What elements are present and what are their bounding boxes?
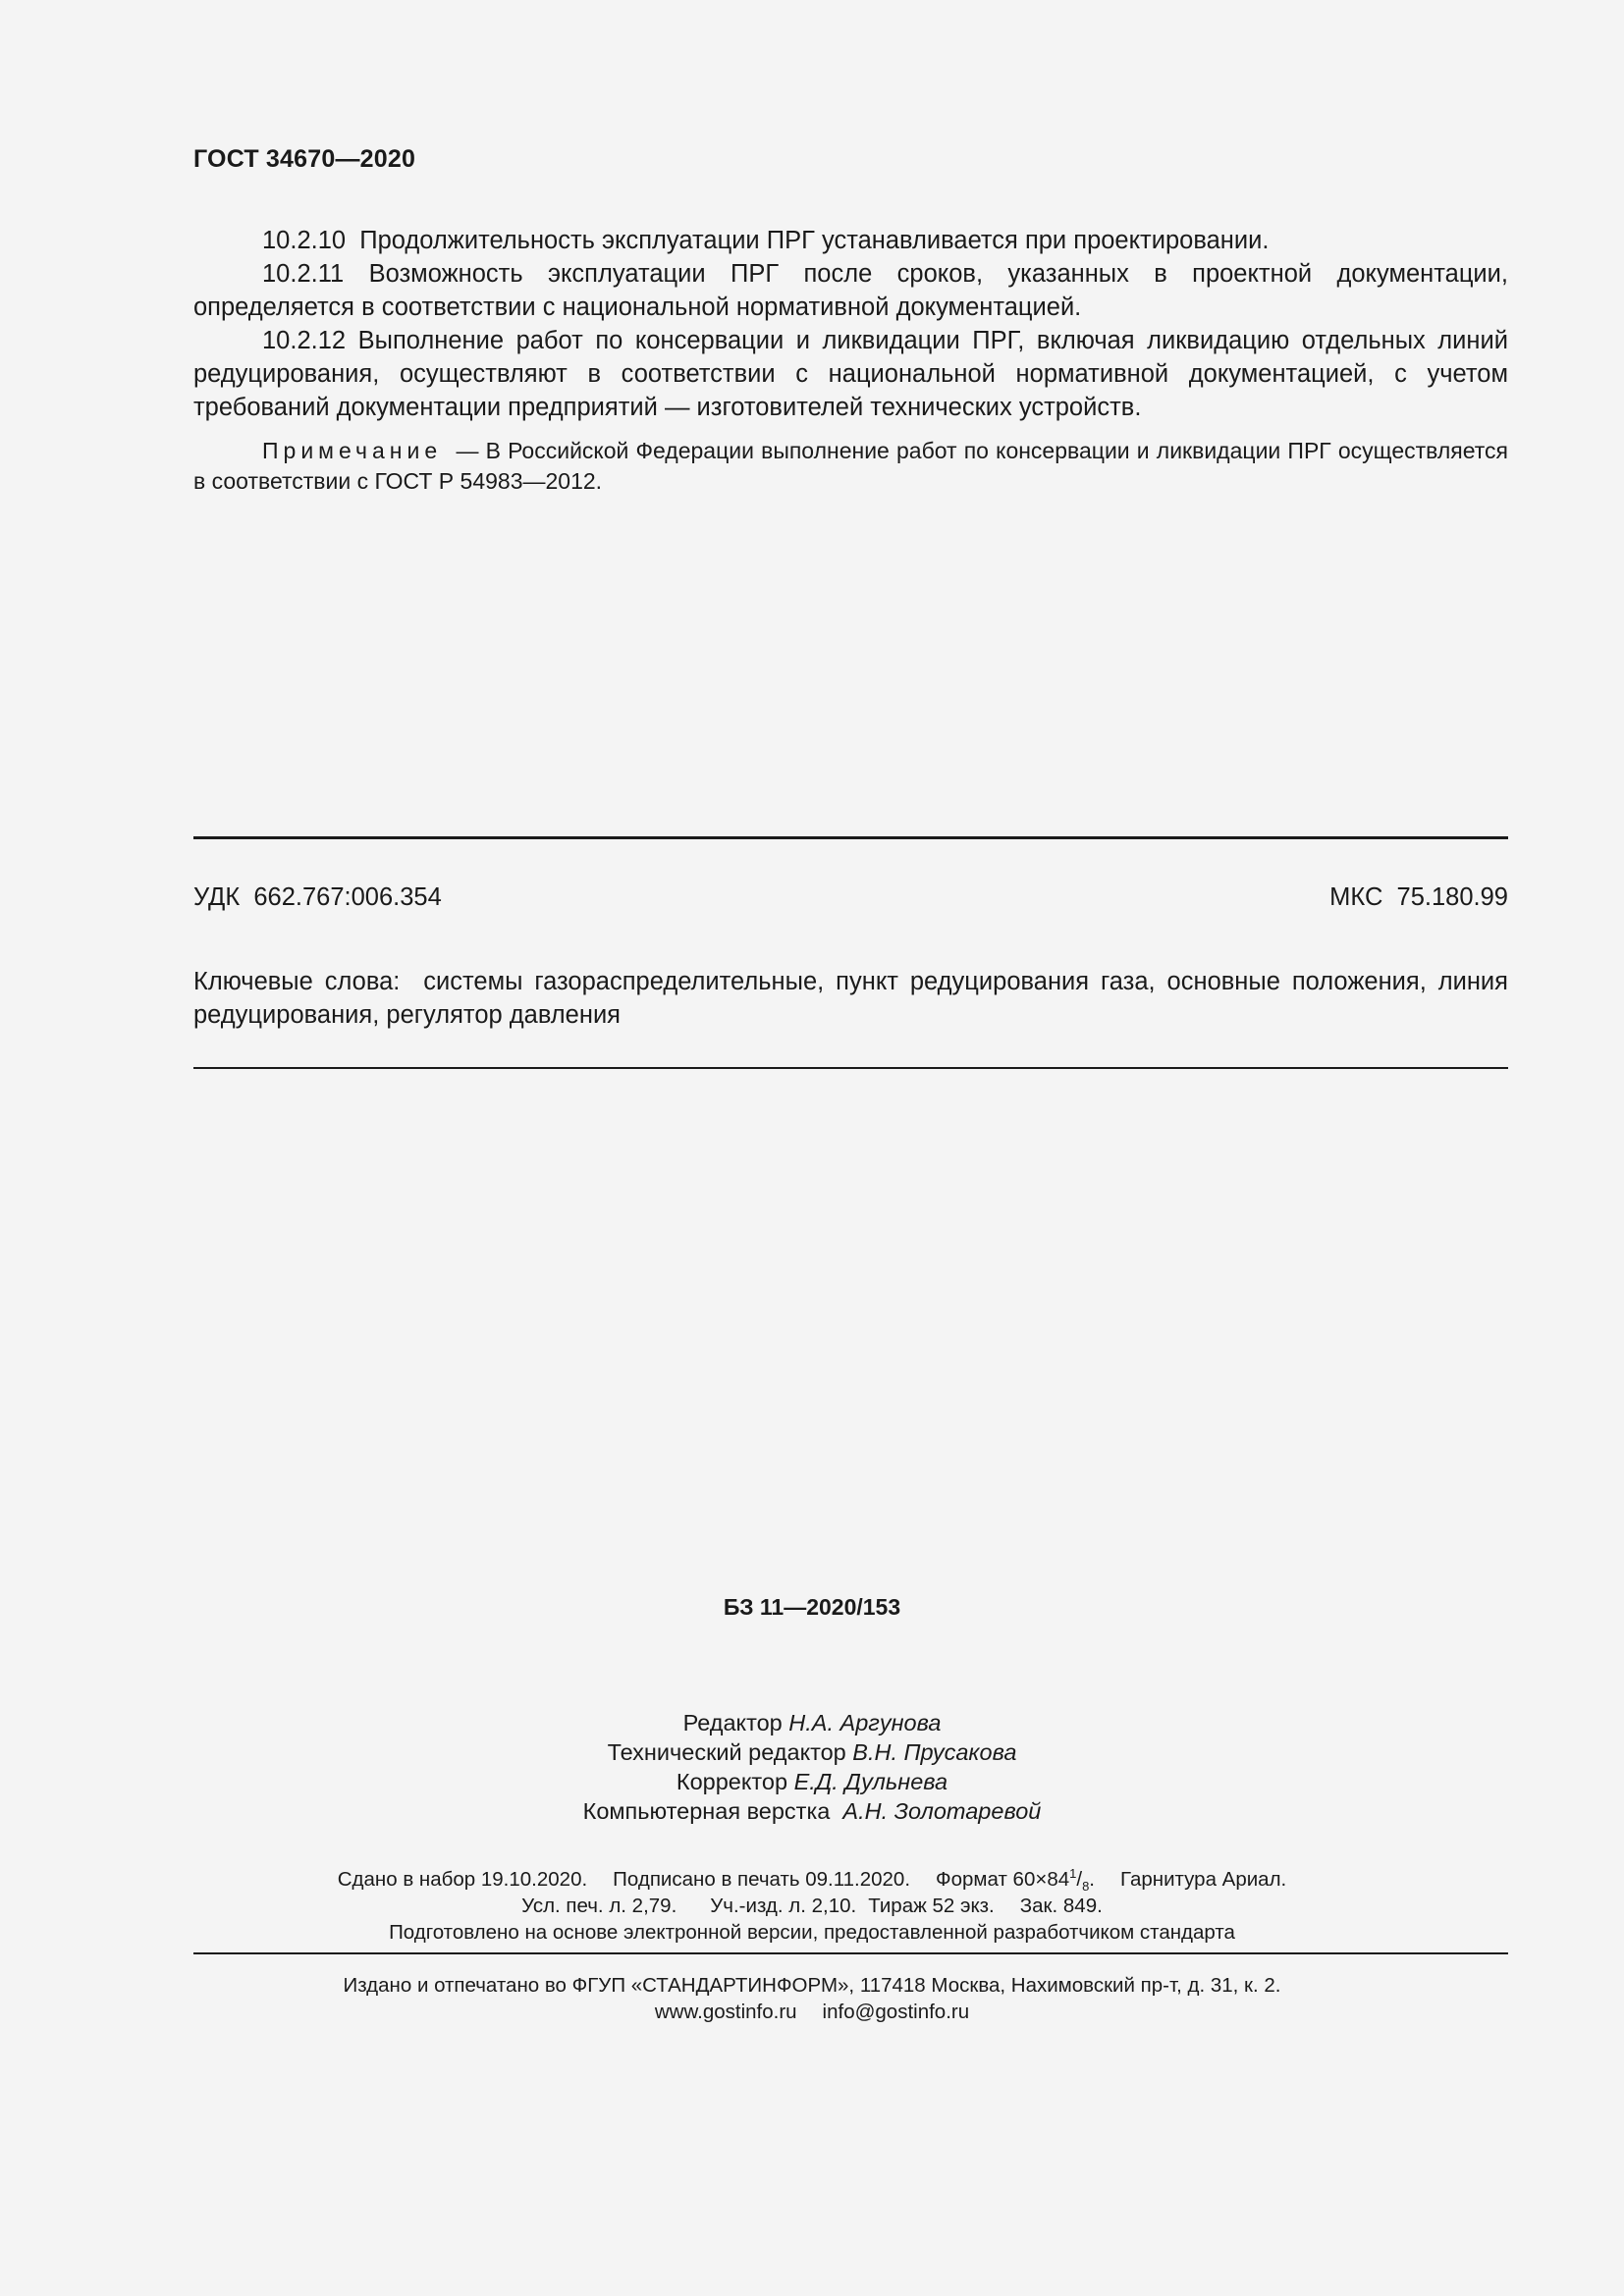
note bbox=[193, 436, 1508, 497]
bz-number: БЗ 11—2020/153 bbox=[723, 1594, 901, 1620]
clause-10-2-11 bbox=[193, 257, 1508, 324]
credit-name: Н.А. Аргунова bbox=[788, 1710, 942, 1735]
format: Формат $60\times 84^1/_8$. bbox=[936, 1866, 1095, 1895]
credit-role: Технический редактор bbox=[607, 1739, 846, 1765]
document-header: ГОСТ 34670—2020 bbox=[193, 145, 416, 173]
format-sup: 1 bbox=[1069, 1866, 1077, 1882]
imprint-divider bbox=[193, 1952, 1508, 1954]
udk-label: УДК bbox=[193, 883, 241, 911]
top-divider bbox=[193, 836, 1508, 839]
note-label: Примечание bbox=[262, 438, 443, 463]
clause-number: 10.2.12 bbox=[262, 327, 347, 354]
mks-label: МКС bbox=[1329, 883, 1383, 911]
clause-text: Продолжительность эксплуатации ПРГ устанавливается при проектировании. bbox=[359, 227, 1270, 254]
imprint-line-3: Подготовлено на основе электронной версии, предоставленной разработчиком стандарта bbox=[389, 1921, 1235, 1944]
note-text: — В Российской Федерации выполнение работ по консервации и ликвидации ПРГ осуществляется в соответствии с ГОСТ Р 54983—2012. bbox=[193, 438, 1508, 494]
credit-name: А.Н. Золотаревой bbox=[842, 1798, 1042, 1824]
bottom-divider bbox=[193, 1067, 1508, 1069]
credits bbox=[0, 1708, 1624, 1826]
credit-role: Корректор bbox=[676, 1769, 788, 1794]
pub-sheets: Уч.-изд. л. 2,10. bbox=[710, 1895, 857, 1917]
imprint bbox=[0, 1866, 1624, 1946]
credit-name: Е.Д. Дульнева bbox=[793, 1769, 948, 1794]
keywords bbox=[193, 965, 1508, 1032]
credit-role: Компьютерная верстка bbox=[582, 1798, 831, 1824]
print-sheets: Усл. печ. л. 2,79. bbox=[521, 1895, 677, 1917]
credit-layout bbox=[0, 1796, 1624, 1826]
clause-10-2-10 bbox=[193, 224, 1508, 257]
publisher bbox=[0, 1972, 1624, 2025]
clause-text: Возможность эксплуатации ПРГ после сроков, указанных в проектной документации, определяется в соответствии с национальной нормативной документацией. bbox=[193, 260, 1508, 321]
clause-number: 10.2.10 bbox=[262, 227, 347, 254]
typeface: Гарнитура Ариал. bbox=[1120, 1868, 1287, 1891]
credit-tech-editor bbox=[0, 1737, 1624, 1767]
clause-text: Выполнение работ по консервации и ликвидации ПРГ, включая ликвидацию отдельных линий редуцирования, осуществляют в соответствии с национальной нормативной документацией, с учетом требований документации предприятий — изготовителей технических устройств. bbox=[193, 327, 1508, 421]
udk-value: 662.767:006.354 bbox=[253, 883, 442, 911]
credit-name: В.Н. Прусакова bbox=[852, 1739, 1017, 1765]
format-prefix: Формат 60×84 bbox=[936, 1868, 1070, 1891]
clause-10-2-12 bbox=[193, 324, 1508, 424]
keywords-label: Ключевые слова: bbox=[193, 968, 401, 995]
website-link[interactable]: www.gostinfo.ru bbox=[654, 2001, 797, 2023]
format-sub: 8 bbox=[1082, 1879, 1090, 1895]
imprint-line-2 bbox=[0, 1893, 1624, 1919]
clauses-section bbox=[193, 224, 1508, 424]
imprint-line-1 bbox=[0, 1866, 1624, 1893]
mks-value: 75.180.99 bbox=[1396, 883, 1508, 911]
publisher-contacts bbox=[0, 1999, 1624, 2025]
submitted-date: Сдано в набор 19.10.2020. bbox=[337, 1868, 588, 1891]
signed-date: Подписано в печать 09.11.2020. bbox=[613, 1868, 911, 1891]
format-suffix: . bbox=[1089, 1868, 1095, 1891]
mks-code bbox=[1329, 883, 1508, 912]
circulation: Тираж 52 экз. bbox=[868, 1895, 995, 1917]
order-number: Зак. 849. bbox=[1019, 1895, 1103, 1917]
keywords-text: системы газораспределительные, пункт редуцирования газа, основные положения, линия редуцирования, регулятор давления bbox=[193, 968, 1508, 1029]
credit-editor bbox=[0, 1708, 1624, 1737]
publisher-address: Издано и отпечатано во ФГУП «СТАНДАРТИНФОРМ», 117418 Москва, Нахимовский пр-т, д. 31, к. 2. bbox=[343, 1974, 1281, 1997]
clause-number: 10.2.11 bbox=[262, 260, 345, 288]
email-link[interactable]: info@gostinfo.ru bbox=[822, 2001, 970, 2023]
credit-role: Редактор bbox=[682, 1710, 783, 1735]
udk-code bbox=[193, 883, 442, 912]
credit-proofreader bbox=[0, 1767, 1624, 1796]
